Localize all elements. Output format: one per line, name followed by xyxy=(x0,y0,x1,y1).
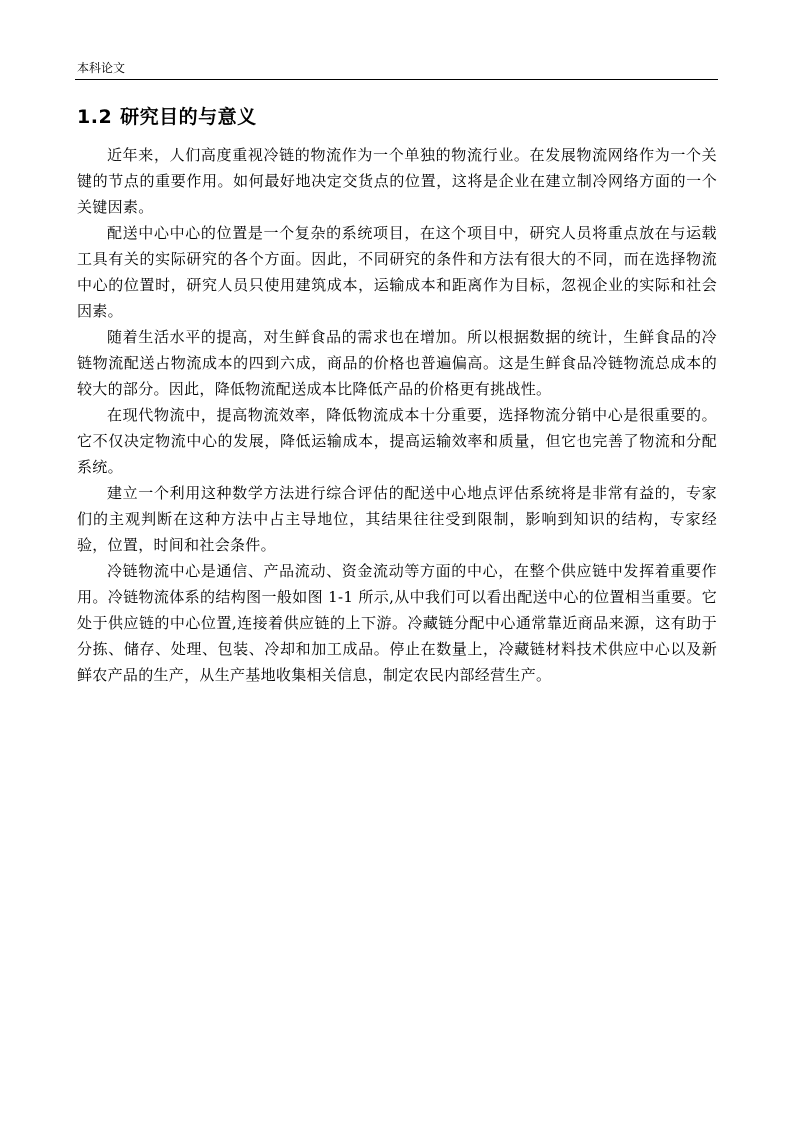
section-heading xyxy=(77,104,257,130)
header-divider xyxy=(75,79,718,80)
paragraph: 在现代物流中，提高物流效率，降低物流成本十分重要，选择物流分销中心是很重要的。它不仅决定物流中心的发展，降低运输成本，提高运输效率和质量，但它也完善了物流和分配系统。 xyxy=(77,406,717,476)
paragraph: 近年来，人们高度重视冷链的物流作为一个单独的物流行业。在发展物流网络作为一个关键的节点的重要作用。如何最好地决定交货点的位置，这将是企业在建立制冷网络方面的一个关键因素。 xyxy=(77,146,717,216)
section-title: 研究目的与意义 xyxy=(120,106,257,128)
paragraph: 随着生活水平的提高，对生鲜食品的需求也在增加。所以根据数据的统计，生鲜食品的冷链物流配送占物流成本的四到六成，商品的价格也普遍偏高。这是生鲜食品冷链物流总成本的较大的部分。因此，降低物流配送成本比降低产品的价格更有挑战性。 xyxy=(77,328,717,398)
paragraph: 冷链物流中心是通信、产品流动、资金流动等方面的中心，在整个供应链中发挥着重要作用。冷链物流体系的结构图一般如图 1-1 所示,从中我们可以看出配送中心的位置相当重要。它处于供应链的中心位置,连接着供应链的上下游。冷藏链分配中心通常靠近商品来源，这有助于分拣、储存、处理、包装、冷却和加工成品。停止在数量上，冷藏链材料技术供应中心以及新鲜农产品的生产，从生产基地收集相关信息，制定农民内部经营生产。 xyxy=(77,562,717,684)
section-number: 1.2 xyxy=(77,106,113,128)
paragraph: 配送中心中心的位置是一个复杂的系统项目，在这个项目中，研究人员将重点放在与运载工具有关的实际研究的各个方面。因此，不同研究的条件和方法有很大的不同，而在选择物流中心的位置时，研究人员只使用建筑成本，运输成本和距离作为目标，忽视企业的实际和社会因素。 xyxy=(77,224,717,320)
running-header: 本科论文 xyxy=(77,61,126,75)
paragraph: 建立一个利用这种数学方法进行综合评估的配送中心地点评估系统将是非常有益的，专家们的主观判断在这种方法中占主导地位，其结果往往受到限制，影响到知识的结构，专家经验，位置，时间和社会条件。 xyxy=(77,484,717,554)
body-text xyxy=(77,142,717,688)
